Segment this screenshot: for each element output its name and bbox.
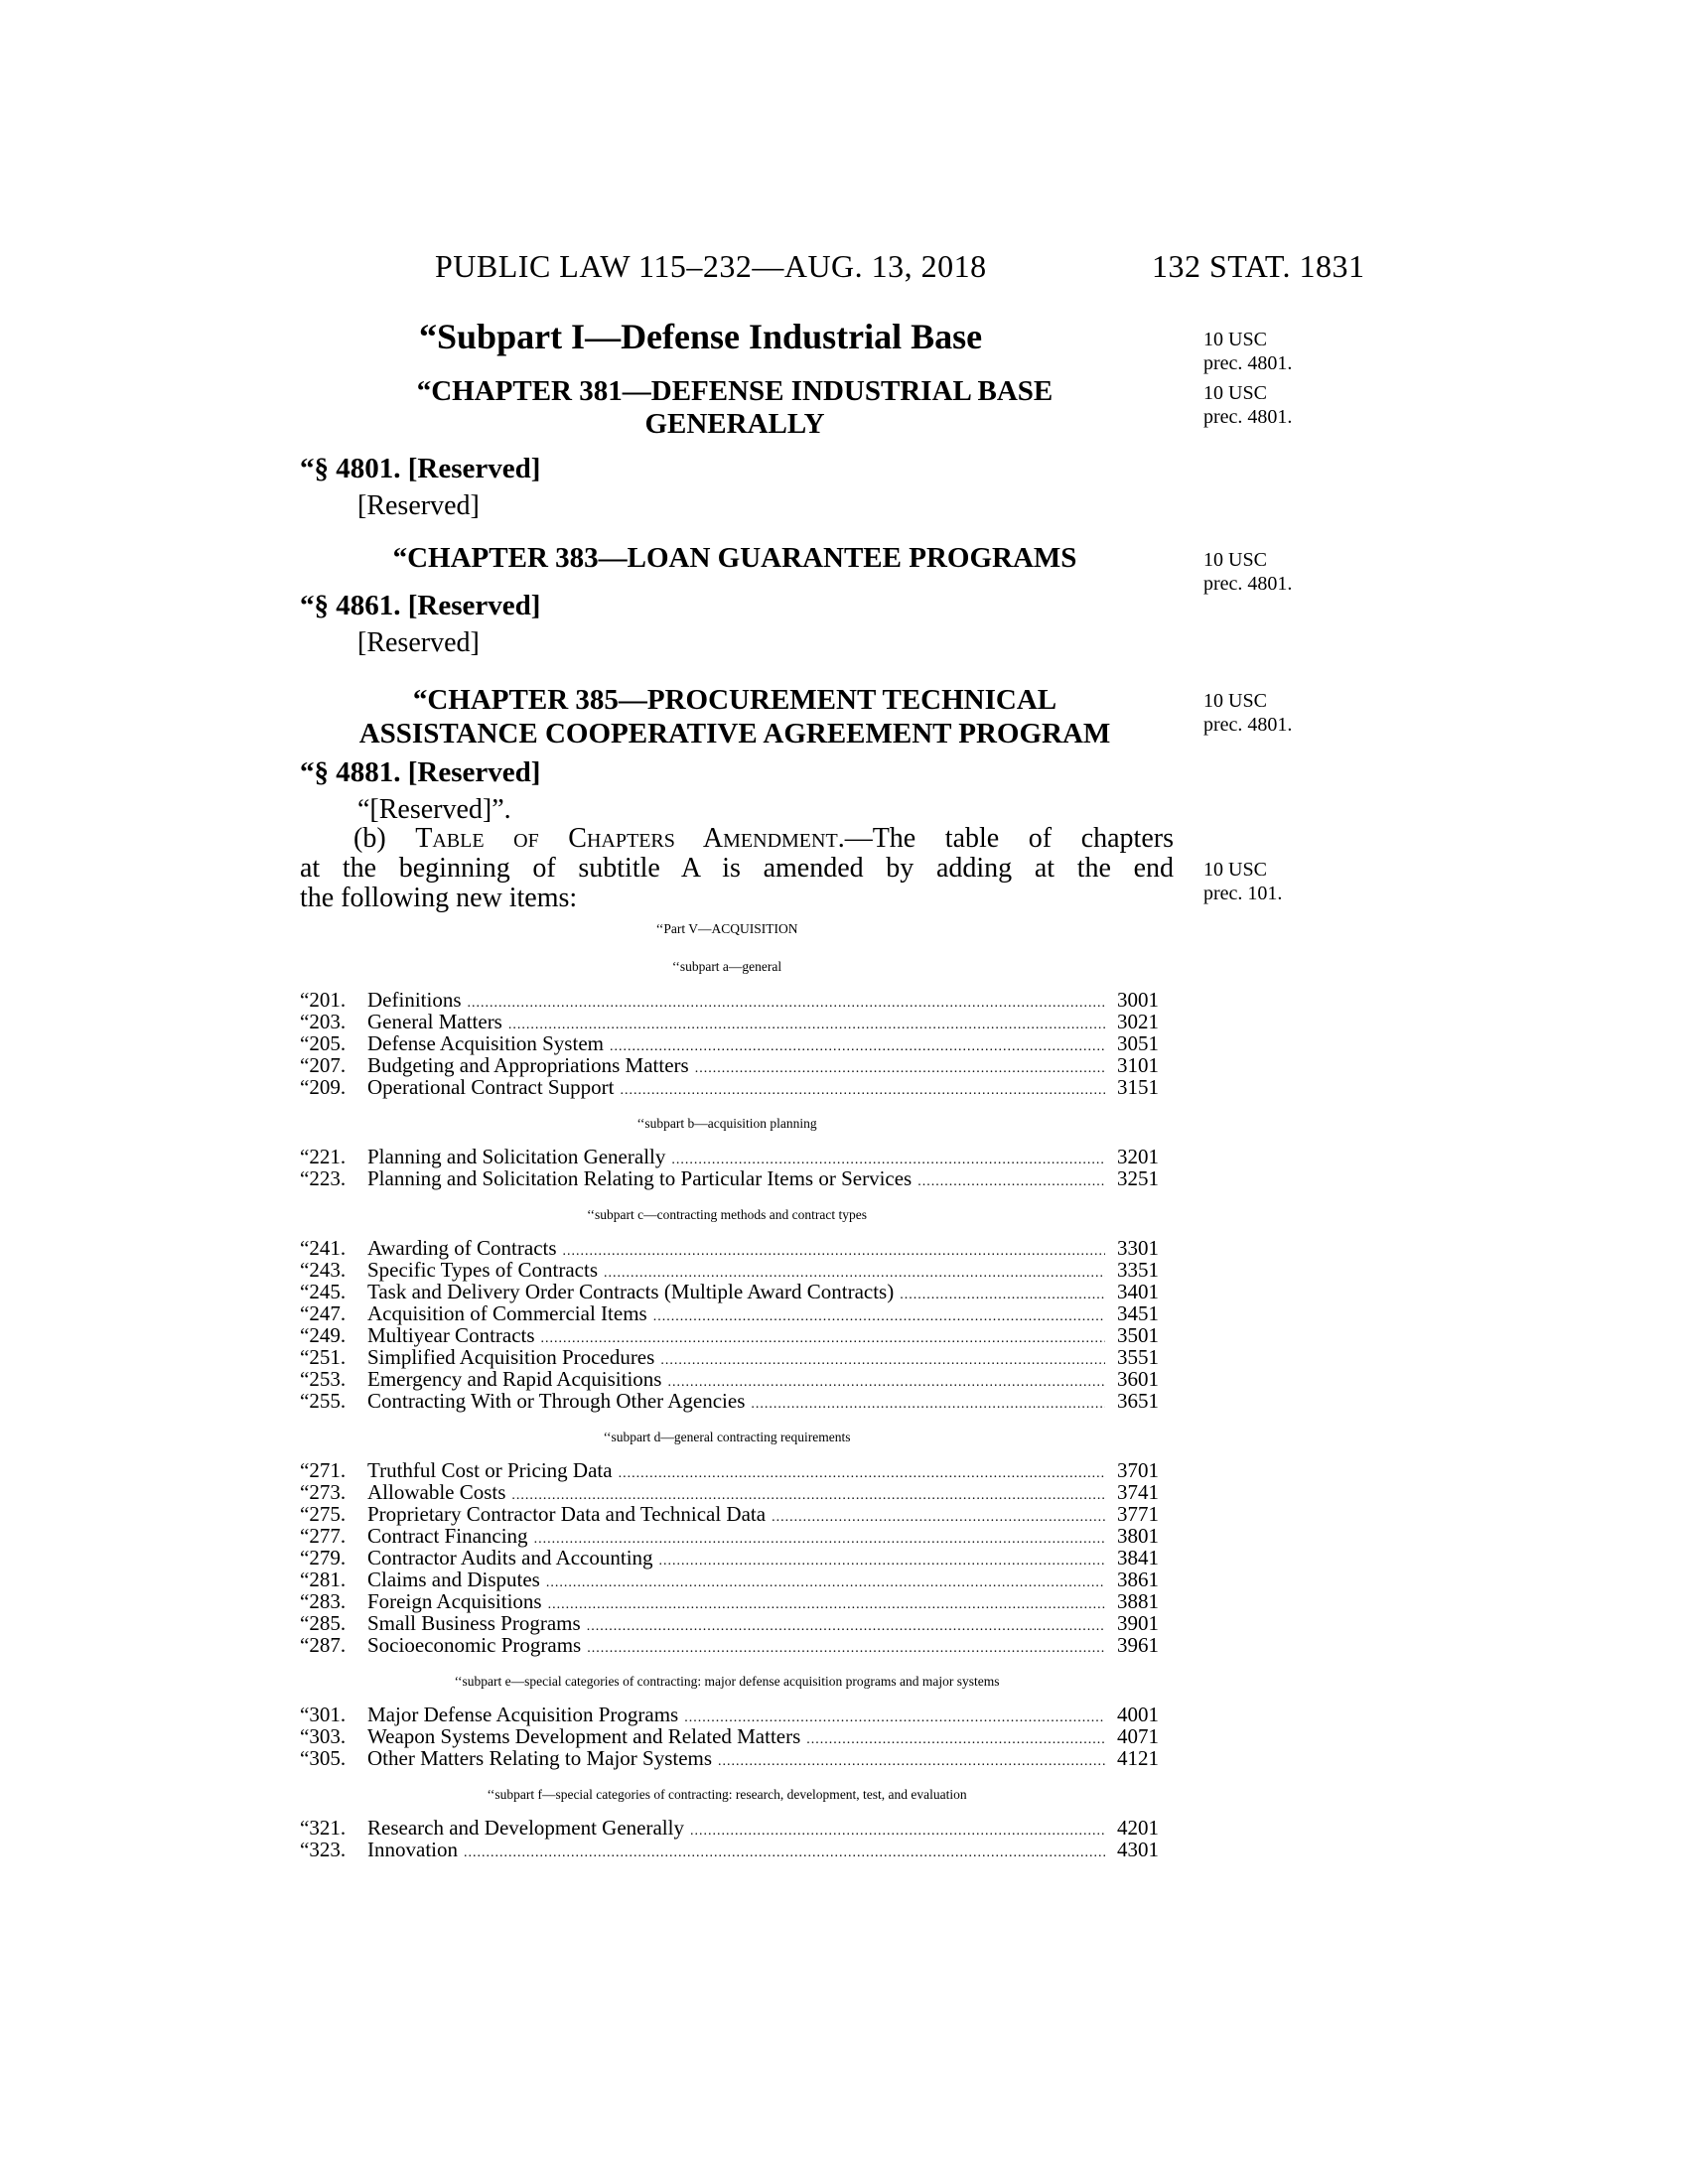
- toc-row: “283. Foreign Acquisitions ..... 3881: [300, 1590, 1159, 1613]
- toc-row: “201. Definitions ..... 3001: [300, 989, 1159, 1012]
- margin-note-3: 10 USC prec. 4801.: [1203, 549, 1293, 595]
- toc-row: “253. Emergency and Rapid Acquisitions ..... 3601: [300, 1368, 1159, 1391]
- toc-row: “301. Major Defense Acquisition Programs ..... 4001: [300, 1704, 1159, 1726]
- toc-row: “271. Truthful Cost or Pricing Data ..... 3701: [300, 1459, 1159, 1482]
- toc-row: “323. Innovation ..... 4301: [300, 1839, 1159, 1861]
- toc-row: “279. Contractor Audits and Accounting ..... 3841: [300, 1547, 1159, 1570]
- toc-row: “241. Awarding of Contracts ..... 3301: [300, 1237, 1159, 1260]
- margin-note-2: 10 USC prec. 4801.: [1203, 382, 1293, 428]
- page-number: 132 STAT. 1831: [1152, 248, 1365, 284]
- toc-row: “209. Operational Contract Support ..... 3151: [300, 1076, 1159, 1099]
- toc-subpart-heading: ‘‘subpart a—general: [671, 959, 782, 974]
- toc-row: “251. Simplified Acquisition Procedures ..... 3551: [300, 1346, 1159, 1369]
- toc-row: “255. Contracting With or Through Other Agencies ..... 3651: [300, 1390, 1159, 1413]
- toc-row: “203. General Matters ..... 3021: [300, 1011, 1159, 1033]
- toc-subpart-heading: ‘‘subpart b—acquisition planning: [636, 1116, 817, 1131]
- toc-row: “243. Specific Types of Contracts ..... 3351: [300, 1259, 1159, 1282]
- toc-row: “249. Multiyear Contracts ..... 3501: [300, 1324, 1159, 1347]
- toc-subpart-heading: ‘‘subpart c—contracting methods and contract types: [586, 1207, 868, 1222]
- toc-row: “247. Acquisition of Commercial Items ..... 3451: [300, 1302, 1159, 1325]
- toc-row: “305. Other Matters Relating to Major Systems ..... 4121: [300, 1747, 1159, 1770]
- margin-note-1: 10 USC prec. 4801.: [1203, 329, 1293, 374]
- section-4881-heading: “§ 4881. [Reserved]: [300, 756, 541, 788]
- toc-row: “205. Defense Acquisition System ..... 3051: [300, 1032, 1159, 1055]
- toc-row: “207. Budgeting and Appropriations Matters ..... 3101: [300, 1054, 1159, 1077]
- toc-row: “221. Planning and Solicitation Generally ..... 3201: [300, 1146, 1159, 1168]
- chapter-383-heading: “CHAPTER 383—LOAN GUARANTEE PROGRAMS: [392, 542, 1077, 574]
- toc-part-heading: ‘‘Part V—ACQUISITION: [655, 921, 798, 936]
- margin-note-4: 10 USC prec. 4801.: [1203, 690, 1293, 736]
- toc-row: “275. Proprietary Contractor Data and Technical Data ..... 3771: [300, 1503, 1159, 1526]
- toc-row: “303. Weapon Systems Development and Related Matters ..... 4071: [300, 1725, 1159, 1748]
- margin-note-5: 10 USC prec. 101.: [1203, 859, 1283, 904]
- toc-subpart-heading: ‘‘subpart f—special categories of contracting: research, development, test, and evaluation: [487, 1787, 967, 1802]
- section-4801-heading: “§ 4801. [Reserved]: [300, 453, 541, 484]
- amendment-paragraph: (b) Table of Chapters Amendment.—The table of chapters at the beginning of subtitle A is amended by adding at the end the following new items:: [300, 823, 1174, 913]
- toc-row: “281. Claims and Disputes ..... 3861: [300, 1569, 1159, 1591]
- toc-row: “245. Task and Delivery Order Contracts (Multiple Award Contracts) ..... 3401: [300, 1281, 1159, 1303]
- toc-row: “273. Allowable Costs ..... 3741: [300, 1481, 1159, 1504]
- section-4801-body: [Reserved]: [357, 490, 480, 521]
- toc-subpart-heading: ‘‘subpart d—general contracting requirements: [603, 1430, 851, 1444]
- toc-row: “285. Small Business Programs ..... 3901: [300, 1612, 1159, 1635]
- toc-row: “277. Contract Financing ..... 3801: [300, 1525, 1159, 1548]
- section-4861-body: [Reserved]: [357, 627, 480, 658]
- section-4881-body: “[Reserved]”.: [357, 794, 511, 825]
- chapter-385-heading: “CHAPTER 385—PROCUREMENT TECHNICAL ASSISTANCE COOPERATIVE AGREEMENT PROGRAM: [358, 684, 1111, 750]
- toc-row: “321. Research and Development Generally ..... 4201: [300, 1817, 1159, 1840]
- section-4861-heading: “§ 4861. [Reserved]: [300, 590, 541, 621]
- toc-subpart-heading: ‘‘subpart e—special categories of contracting: major defense acquisition programs and major systems: [454, 1674, 1000, 1689]
- subpart-title: “Subpart I—Defense Industrial Base: [419, 317, 983, 356]
- toc-row: “287. Socioeconomic Programs ..... 3961: [300, 1634, 1159, 1657]
- chapter-381-heading: “CHAPTER 381—DEFENSE INDUSTRIAL BASE GENERALLY: [416, 375, 1054, 440]
- running-head: PUBLIC LAW 115–232—AUG. 13, 2018: [435, 248, 987, 284]
- toc-row: “223. Planning and Solicitation Relating to Particular Items or Services ..... 3251: [300, 1167, 1159, 1190]
